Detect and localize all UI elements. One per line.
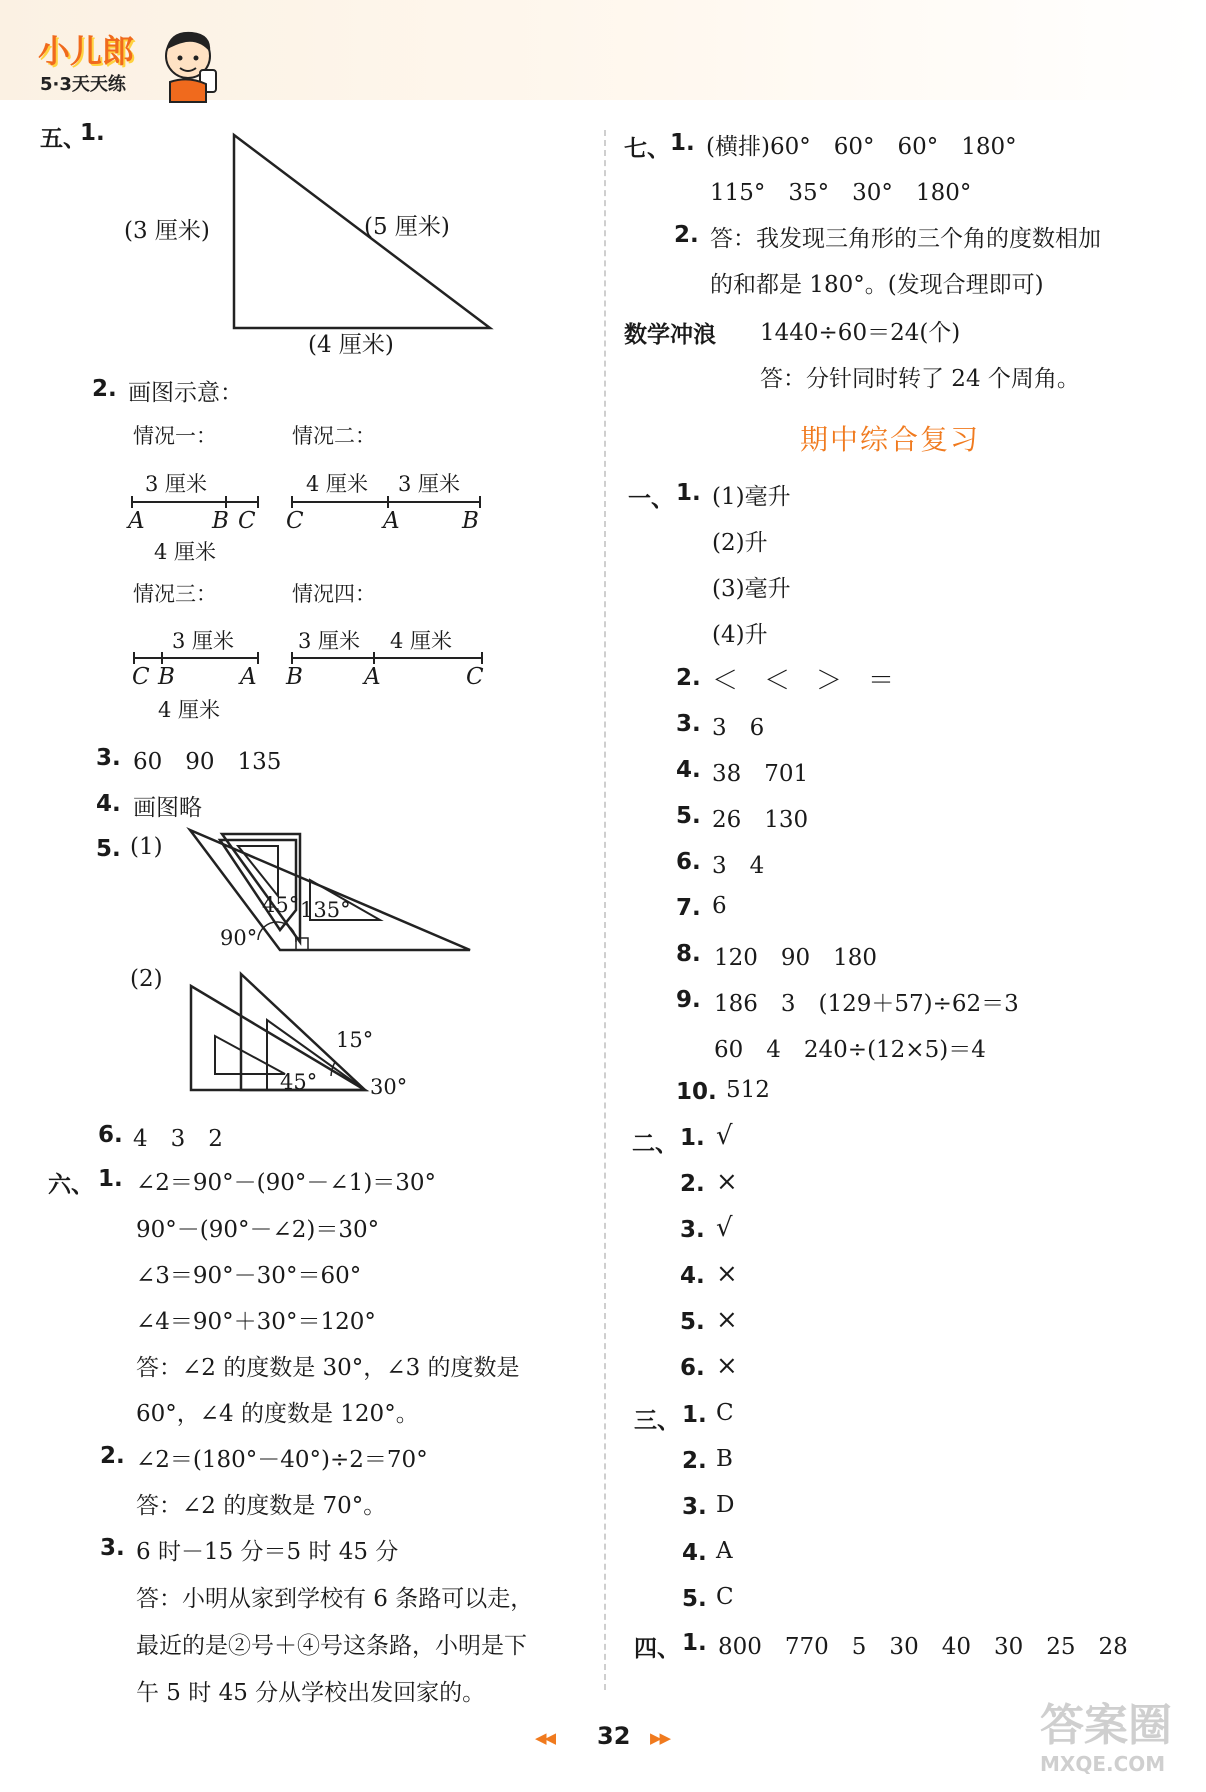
p1-q3-text: 3 6 <box>712 715 765 741</box>
p1-q4-text: 38 701 <box>712 761 809 787</box>
s6-line-4: ∠4＝90°＋30°＝120° <box>136 1309 376 1335</box>
p3-item-5-value: C <box>716 1584 734 1610</box>
p4-q1-text: 800 770 5 30 40 30 25 28 <box>718 1634 1128 1660</box>
case-1-label: 情况一： <box>133 424 217 448</box>
p3-item-5-number: 5. <box>682 1586 707 1612</box>
s6-line-6: 60°，∠4 的度数是 120°。 <box>136 1401 419 1427</box>
s7-line-4: 的和都是 180°。(发现合理即可) <box>710 272 1044 298</box>
s7-line-3: 答：我发现三角形的三个角的度数相加 <box>710 226 1101 252</box>
s5-q3-number: 3. <box>96 745 121 771</box>
p1-q4-number: 4. <box>676 757 701 783</box>
triangle-side-a: (3 厘米) <box>124 218 210 244</box>
case-3-point-c: C <box>132 664 150 690</box>
p1-q2-number: 2. <box>676 665 701 691</box>
s5-q4-number: 4. <box>96 791 121 817</box>
p2-item-2-number: 2. <box>680 1171 705 1197</box>
s7-q2-number: 2. <box>674 222 699 248</box>
p1-q3-number: 3. <box>676 711 701 737</box>
part-4-label: 四、 <box>634 1636 680 1662</box>
case-2-point-a: A <box>383 508 400 534</box>
case-3-label: 情况三： <box>133 582 217 606</box>
fig1-angle-45: 45° <box>262 893 300 917</box>
s6-line-7: ∠2＝(180°－40°)÷2＝70° <box>136 1447 428 1473</box>
p1-q6-number: 6. <box>676 849 701 875</box>
watermark-logo-text: 答案圈 <box>1040 1700 1172 1751</box>
triangle-side-b: (5 厘米) <box>364 214 450 240</box>
math-surfing-label: 数学冲浪 <box>624 322 716 348</box>
p2-item-4-number: 4. <box>680 1263 705 1289</box>
p1-q1-item-1: (1)毫升 <box>712 484 791 510</box>
case-1-point-a: A <box>128 508 145 534</box>
case-2-point-b: B <box>462 508 479 534</box>
p1-q10-number: 10. <box>676 1079 717 1105</box>
p1-q5-number: 5. <box>676 803 701 829</box>
s6-line-12: 午 5 时 45 分从学校出发回家的。 <box>136 1680 486 1706</box>
p4-q1-number: 1. <box>682 1630 707 1656</box>
s5-q5-part2-label: (2) <box>130 966 163 992</box>
p2-item-6-value: × <box>716 1351 738 1381</box>
p1-q1-item-2: (2)升 <box>712 530 768 556</box>
case-1-bottom-length: 4 厘米 <box>154 540 217 564</box>
p3-item-2-value: B <box>716 1446 733 1472</box>
p1-q1-item-3: (3)毫升 <box>712 576 791 602</box>
p1-q10-text: 512 <box>726 1077 770 1103</box>
s6-line-8: 答：∠2 的度数是 70°。 <box>136 1493 387 1519</box>
fig2-angle-45: 45° <box>280 1070 318 1094</box>
p1-q2-text: ＜ ＜ ＞ ＝ <box>712 666 895 696</box>
case-4-point-b: B <box>286 664 303 690</box>
case-1-top-length: 3 厘米 <box>145 472 208 496</box>
s6-line-2: 90°－(90°－∠2)＝30° <box>136 1217 380 1243</box>
case-2-point-c: C <box>286 508 304 534</box>
fig2-angle-15: 15° <box>336 1028 374 1052</box>
case-3-bottom-length: 4 厘米 <box>158 698 221 722</box>
s6-q3-number: 3. <box>100 1535 125 1561</box>
s5-q1-number: 1. <box>80 120 105 146</box>
p1-q9-text-2: 60 4 240÷(12×5)＝4 <box>714 1037 986 1063</box>
p3-item-1-value: C <box>716 1400 734 1426</box>
brand-logo <box>38 26 208 106</box>
s7-line-2: 115° 35° 30° 180° <box>710 180 972 206</box>
math-surfing-line-2: 答：分针同时转了 24 个周角。 <box>760 366 1080 392</box>
p3-item-3-value: D <box>716 1492 735 1518</box>
s5-q2-number: 2. <box>92 376 117 402</box>
s6-line-9: 6 时－15 分＝5 时 45 分 <box>136 1539 399 1565</box>
p2-item-5-value: × <box>716 1305 738 1335</box>
section-6-label: 六、 <box>48 1172 94 1198</box>
math-surfing-line-1: 1440÷60＝24(个) <box>760 320 961 346</box>
case-3-point-a: A <box>240 664 257 690</box>
fig1-angle-135: 135° <box>300 898 351 922</box>
p2-item-2-value: × <box>716 1167 738 1197</box>
p2-item-1-value: √ <box>716 1121 733 1151</box>
s6-line-10: 答：小明从家到学校有 6 条路可以走， <box>136 1586 534 1612</box>
case-2-length-1: 4 厘米 <box>306 472 369 496</box>
s6-line-3: ∠3＝90°－30°＝60° <box>136 1263 362 1289</box>
p1-q7-text: 6 <box>712 893 727 919</box>
p3-item-4-value: A <box>716 1538 733 1564</box>
s5-q3-text: 60 90 135 <box>133 749 282 775</box>
s5-q6-number: 6. <box>98 1122 123 1148</box>
page-number: 32 <box>597 1722 631 1750</box>
case-2-length-2: 3 厘米 <box>398 472 461 496</box>
p2-item-3-number: 3. <box>680 1217 705 1243</box>
column-divider <box>604 130 606 1690</box>
next-page-icon: ▶▶ <box>650 1729 670 1747</box>
s6-line-11: 最近的是②号＋④号这条路，小明是下 <box>136 1633 527 1659</box>
p2-item-6-number: 6. <box>680 1355 705 1381</box>
case-4-point-c: C <box>466 664 484 690</box>
case-3-point-b: B <box>158 664 175 690</box>
case-3-top-length: 3 厘米 <box>172 629 235 653</box>
section-7-label: 七、 <box>624 136 670 162</box>
p2-item-3-value: √ <box>716 1213 733 1243</box>
s7-q1-number: 1. <box>670 130 695 156</box>
p1-q6-text: 3 4 <box>712 853 765 879</box>
s6-line-1: ∠2＝90°－(90°－∠1)＝30° <box>136 1170 437 1196</box>
triangle-side-c: (4 厘米) <box>308 332 394 358</box>
midterm-review-title: 期中综合复习 <box>800 423 981 456</box>
p1-q1-number: 1. <box>676 480 701 506</box>
case-4-label: 情况四： <box>292 582 376 606</box>
case-2-label: 情况二： <box>292 424 376 448</box>
fig2-angle-30: 30° <box>370 1075 408 1099</box>
p3-item-2-number: 2. <box>682 1448 707 1474</box>
site-watermark <box>1040 1700 1200 1788</box>
s6-q1-number: 1. <box>98 1166 123 1192</box>
s5-q5-part1-label: (1) <box>130 834 163 860</box>
p1-q7-number: 7. <box>676 895 701 921</box>
previous-page-icon: ◀◀ <box>535 1729 555 1747</box>
part-3-label: 三、 <box>634 1408 680 1434</box>
s5-q4-text: 画图略 <box>133 795 202 821</box>
p1-q1-item-4: (4)升 <box>712 622 768 648</box>
p1-q9-text: 186 3 (129＋57)÷62＝3 <box>714 991 1019 1017</box>
s5-q6-text: 4 3 2 <box>133 1126 223 1152</box>
p3-item-4-number: 4. <box>682 1540 707 1566</box>
case-4-length-1: 3 厘米 <box>298 629 361 653</box>
p1-q5-text: 26 130 <box>712 807 809 833</box>
case-4-length-2: 4 厘米 <box>390 629 453 653</box>
brand-subtitle: 5·3天天练 <box>40 74 126 95</box>
s6-q2-number: 2. <box>100 1443 125 1469</box>
brand-name: 小儿郎 <box>38 32 135 70</box>
case-4-point-a: A <box>364 664 381 690</box>
p2-item-4-value: × <box>716 1259 738 1289</box>
part-2-label: 二、 <box>632 1131 678 1157</box>
s6-line-5: 答：∠2 的度数是 30°，∠3 的度数是 <box>136 1355 520 1381</box>
fig1-angle-90: 90° <box>220 926 258 950</box>
p3-item-3-number: 3. <box>682 1494 707 1520</box>
p1-q8-number: 8. <box>676 941 701 967</box>
s5-q2-text: 画图示意： <box>128 380 243 406</box>
p1-q8-text: 120 90 180 <box>714 945 878 971</box>
p2-item-1-number: 1. <box>680 1125 705 1151</box>
part-1-label: 一、 <box>628 486 674 512</box>
section-5-label: 五、 <box>40 126 86 152</box>
mascot-icon <box>156 26 226 106</box>
p2-item-5-number: 5. <box>680 1309 705 1335</box>
s5-q5-number: 5. <box>96 836 121 862</box>
s7-line-1: (横排)60° 60° 60° 180° <box>706 134 1017 160</box>
watermark-domain: MXQE.COM <box>1040 1752 1166 1776</box>
case-1-point-c: C <box>238 508 256 534</box>
p3-item-1-number: 1. <box>682 1402 707 1428</box>
p1-q9-number: 9. <box>676 987 701 1013</box>
case-1-point-b: B <box>212 508 229 534</box>
